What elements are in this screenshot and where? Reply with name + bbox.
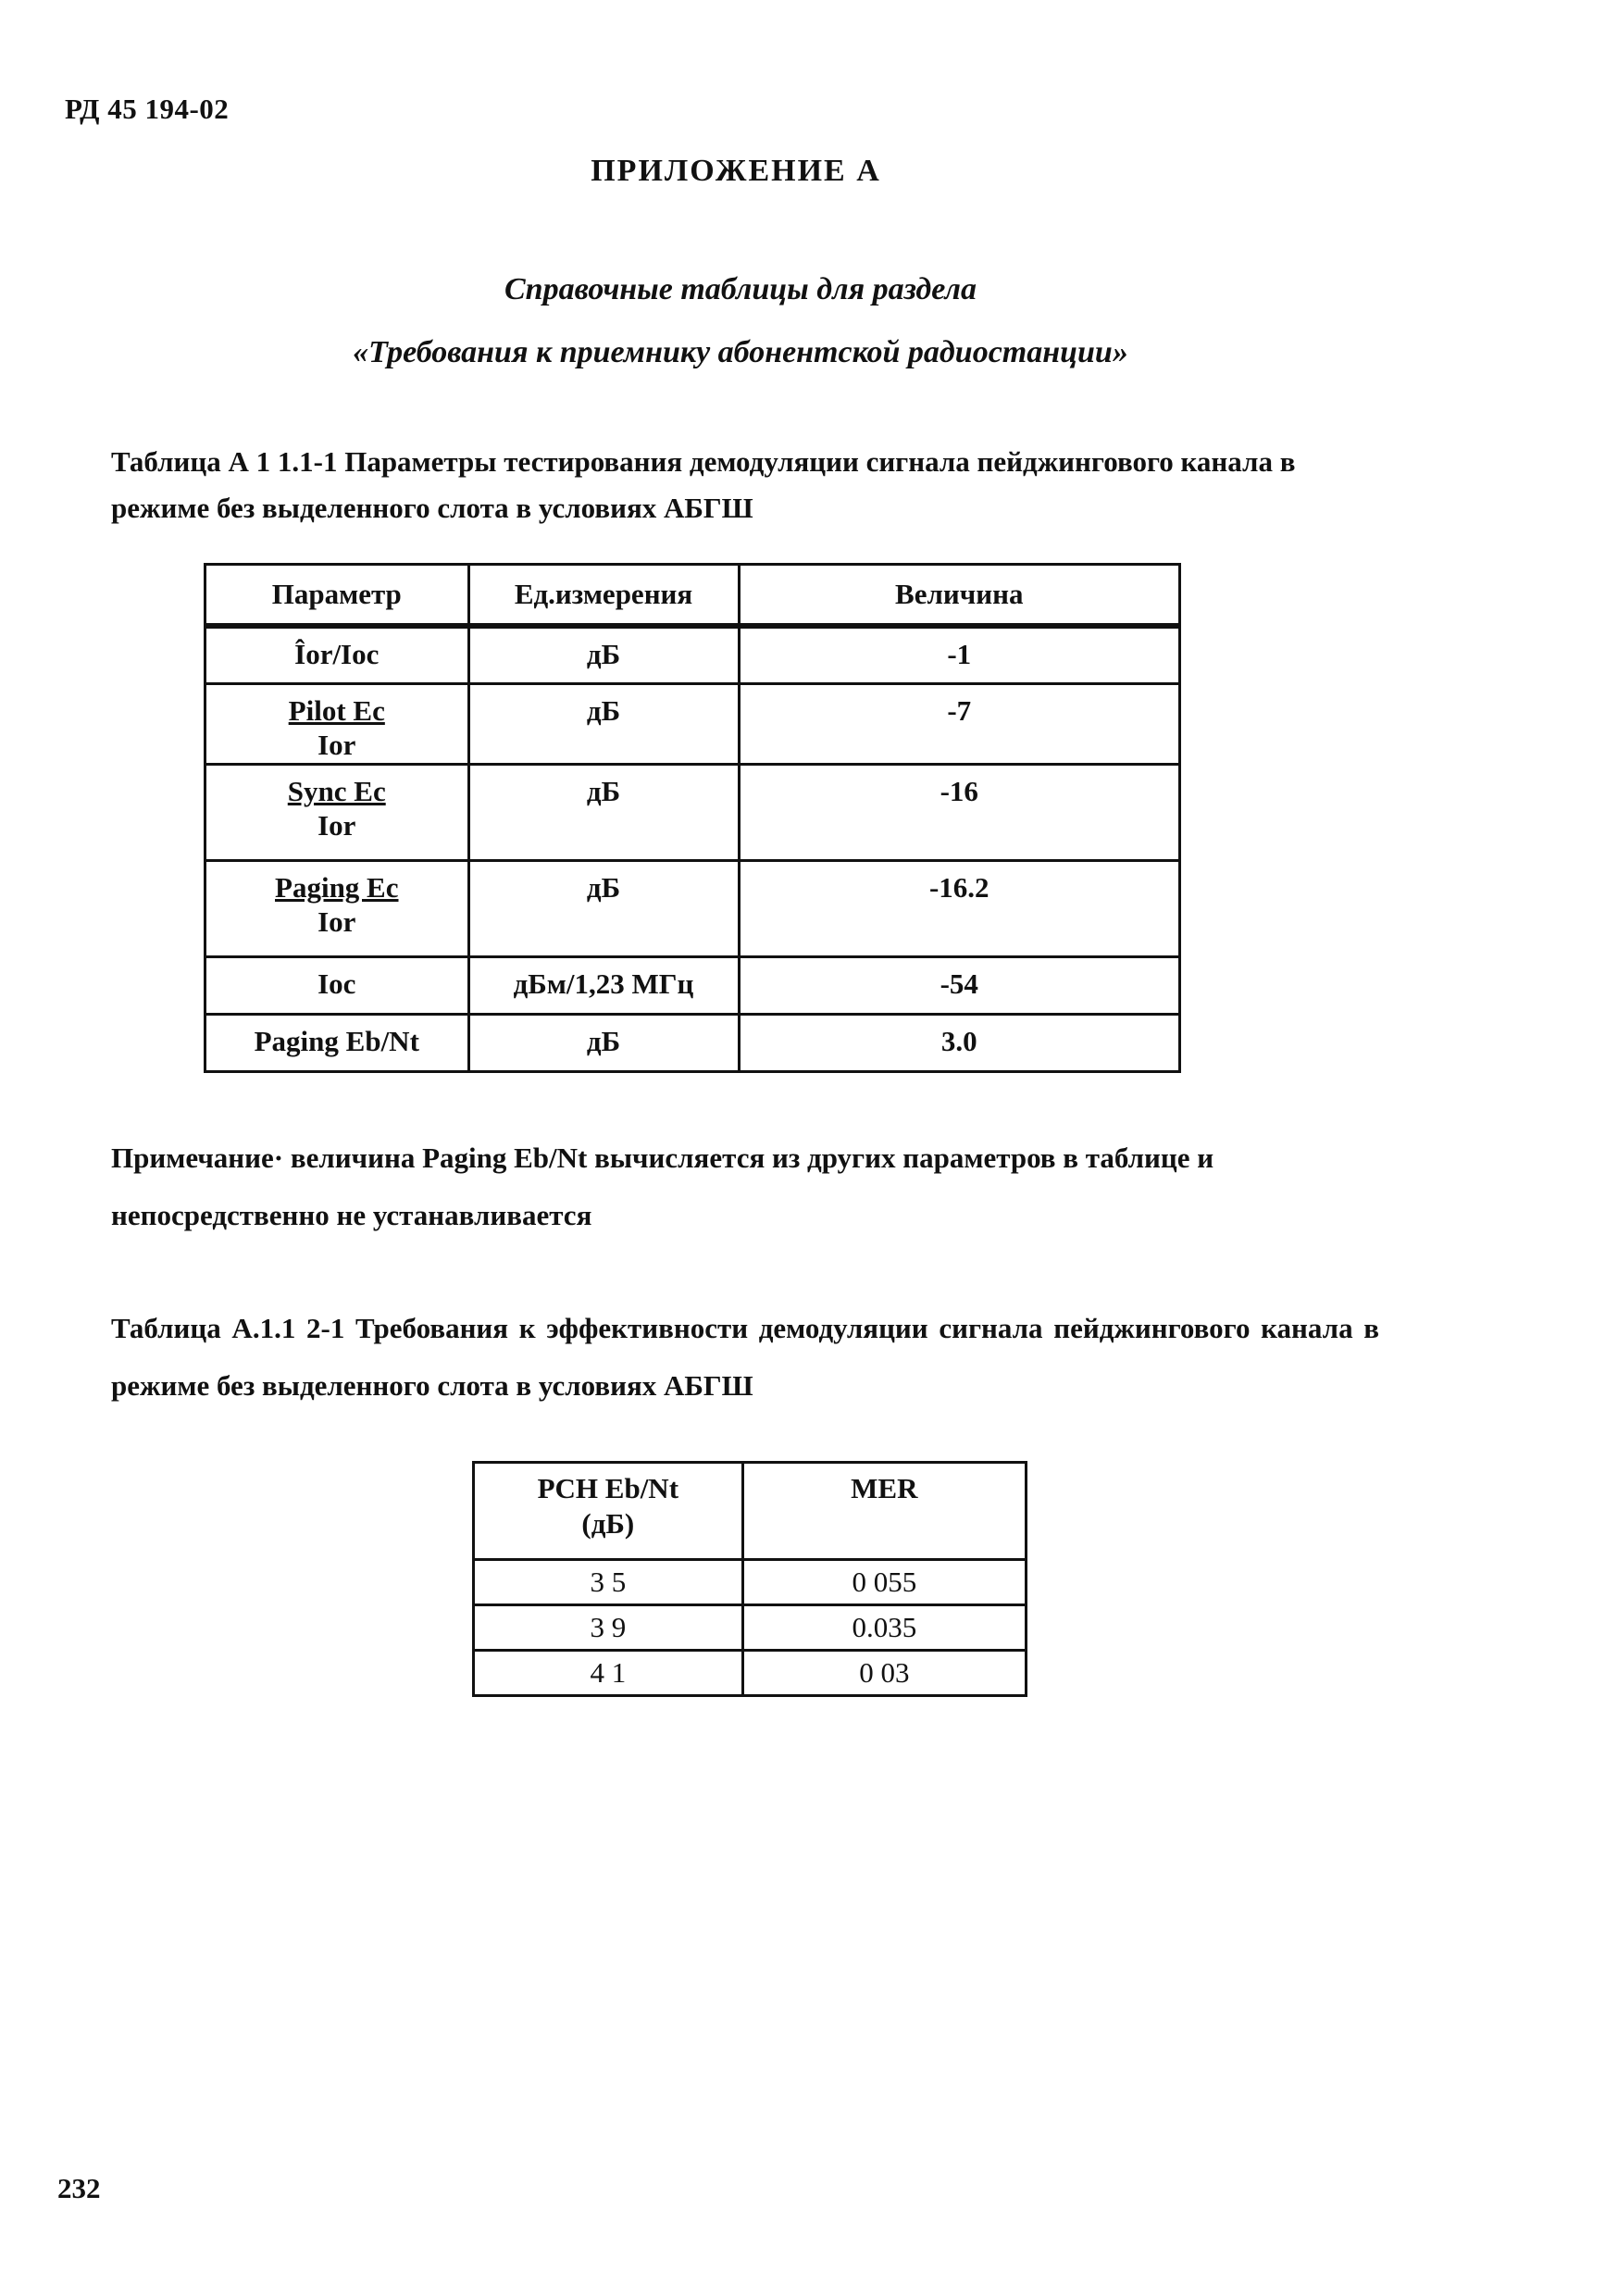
param-numerator: Paging Ec bbox=[275, 870, 399, 904]
param-numerator: Sync Ec bbox=[287, 774, 386, 807]
value-cell: -7 bbox=[739, 683, 1180, 764]
value-cell: 3.0 bbox=[739, 1014, 1180, 1071]
param-cell bbox=[205, 1014, 469, 1071]
pch-cell: 3 5 bbox=[474, 1560, 743, 1605]
param-denominator: Ior bbox=[317, 905, 356, 938]
value-cell: -16 bbox=[739, 764, 1180, 860]
table1-caption: Таблица А 1 1.1-1 Параметры тестирования демодуляции сигнала пейджингового канала в режиме без выделенного слота в условиях АБГШ bbox=[111, 445, 1296, 524]
unit-cell: дБ bbox=[468, 764, 739, 860]
mer-cell: 0 055 bbox=[742, 1560, 1026, 1605]
mer-table bbox=[472, 1461, 1027, 1697]
table-row bbox=[474, 1605, 1027, 1651]
header-pch-line2: (дБ) bbox=[581, 1507, 635, 1540]
document-code: РД 45 194-02 bbox=[65, 93, 230, 125]
table-row bbox=[205, 860, 1180, 956]
param-cell bbox=[205, 956, 469, 1014]
param-denominator: Ior bbox=[317, 808, 356, 842]
table-row bbox=[205, 1014, 1180, 1071]
pch-cell: 4 1 bbox=[474, 1651, 743, 1696]
param-label: Îor/Ioc bbox=[294, 638, 380, 670]
param-cell bbox=[205, 683, 469, 764]
param-cell bbox=[205, 860, 469, 956]
mer-cell: 0 03 bbox=[742, 1651, 1026, 1696]
table-row bbox=[474, 1651, 1027, 1696]
header-parameter: Параметр bbox=[205, 565, 469, 627]
param-denominator: Ior bbox=[317, 728, 356, 761]
table2-caption: Таблица А.1.1 2-1 Требования к эффективности демодуляции сигнала пейджингового канала в режиме без выделенного слота в условиях АБГШ bbox=[111, 1312, 1379, 1402]
subtitle-line-2: «Требования к приемнику абонентской радиостанции» bbox=[353, 335, 1128, 369]
param-label: Paging Eb/Nt bbox=[254, 1024, 419, 1057]
page-number: 232 bbox=[57, 2172, 101, 2204]
table1-note: Примечание· величина Paging Eb/Nt вычисляется из других параметров в таблице и непосредственно не устанавливается bbox=[111, 1142, 1214, 1231]
unit-cell: дБ bbox=[468, 683, 739, 764]
unit-cell: дБ bbox=[468, 1014, 739, 1071]
subtitle-line-1: Справочные таблицы для раздела bbox=[504, 272, 977, 306]
param-cell bbox=[205, 764, 469, 860]
table-row bbox=[474, 1560, 1027, 1605]
unit-cell: дБ bbox=[468, 860, 739, 956]
value-cell: -54 bbox=[739, 956, 1180, 1014]
param-numerator: Pilot Ec bbox=[288, 693, 385, 727]
table-row bbox=[205, 764, 1180, 860]
param-cell bbox=[205, 626, 469, 683]
header-mer: MER bbox=[742, 1463, 1026, 1560]
header-unit: Ед.измерения bbox=[468, 565, 739, 627]
header-pch bbox=[474, 1463, 743, 1560]
header-pch-line1: PCH Eb/Nt bbox=[537, 1472, 679, 1504]
table-row bbox=[205, 956, 1180, 1014]
value-cell: -1 bbox=[739, 626, 1180, 683]
table-header-row bbox=[474, 1463, 1027, 1560]
mer-cell: 0.035 bbox=[742, 1605, 1026, 1651]
pch-cell: 3 9 bbox=[474, 1605, 743, 1651]
unit-cell: дБ bbox=[468, 626, 739, 683]
unit-cell: дБм/1,23 МГц bbox=[468, 956, 739, 1014]
table-row bbox=[205, 626, 1180, 683]
table-row bbox=[205, 683, 1180, 764]
param-label: Ioc bbox=[317, 967, 356, 1000]
value-cell: -16.2 bbox=[739, 860, 1180, 956]
parameters-table bbox=[204, 563, 1181, 1073]
appendix-title: ПРИЛОЖЕНИЕ А bbox=[591, 154, 881, 188]
table-header-row bbox=[205, 565, 1180, 627]
header-value: Величина bbox=[739, 565, 1180, 627]
